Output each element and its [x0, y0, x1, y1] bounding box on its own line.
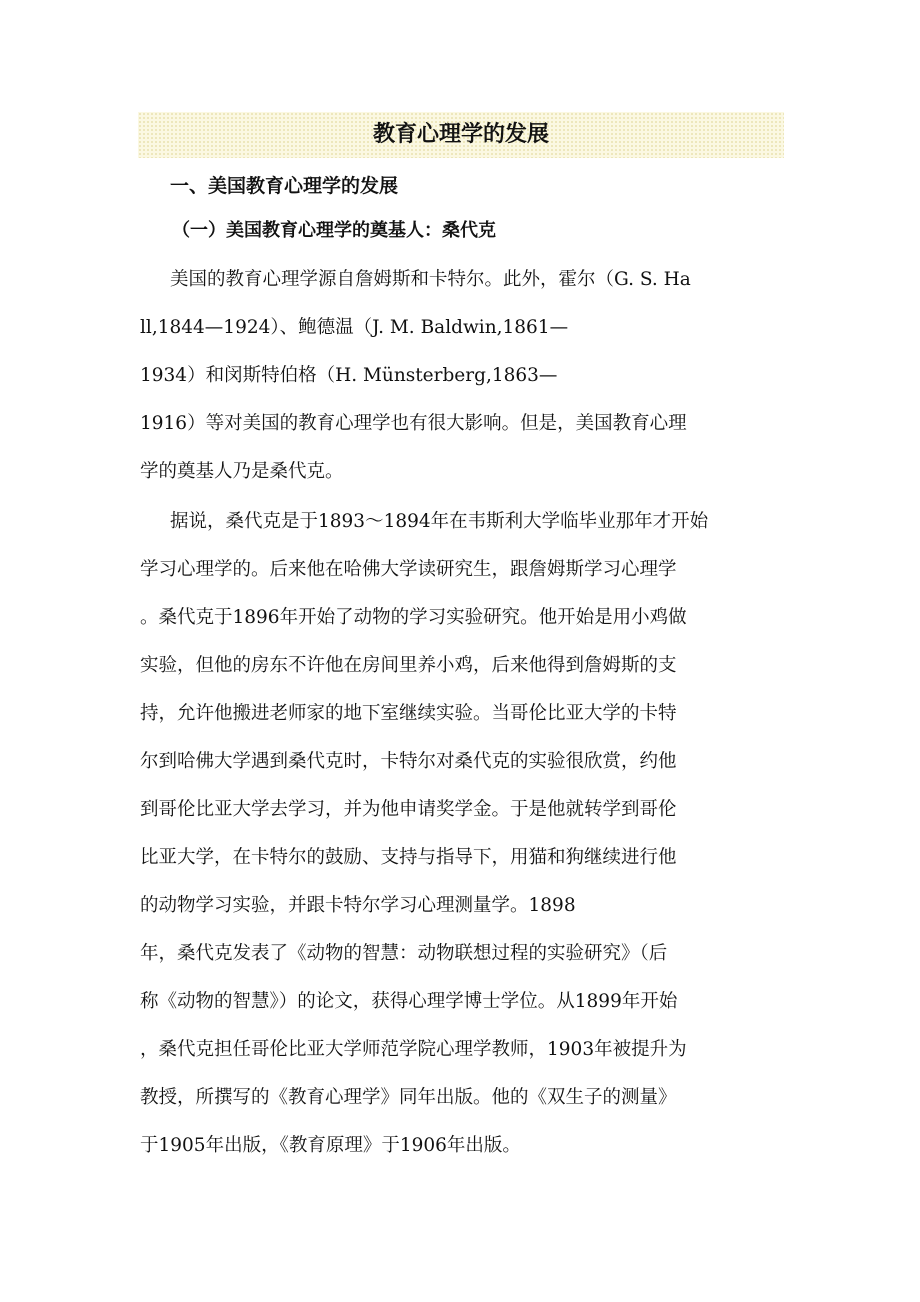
paragraph-line: 1916）等对美国的教育心理学也有很大影响。但是，美国教育心理 — [140, 413, 687, 434]
paragraph-line: 的动物学习实验，并跟卡特尔学习心理测量学。1898 — [140, 895, 576, 916]
paragraph-line: ll,1844—1924）、鲍德温（J. M. Baldwin,1861— — [140, 317, 569, 338]
paragraph-line: 称《动物的智慧》）的论文，获得心理学博士学位。从1899年开始 — [140, 991, 678, 1012]
paragraph-line: 学的奠基人乃是桑代克。 — [140, 461, 344, 482]
paragraph-2 — [140, 498, 790, 1170]
paragraph-line: 到哥伦比亚大学去学习，并为他申请奖学金。于是他就转学到哥伦 — [140, 799, 677, 820]
paragraph-line: 持，允许他搬进老师家的地下室继续实验。当哥伦比亚大学的卡特 — [140, 703, 677, 724]
paragraph-line: 学习心理学的。后来他在哈佛大学读研究生，跟詹姆斯学习心理学 — [140, 559, 677, 580]
paragraph-line: 比亚大学，在卡特尔的鼓励、支持与指导下，用猫和狗继续进行他 — [140, 847, 677, 868]
paragraph-line: 于1905年出版，《教育原理》于1906年出版。 — [140, 1135, 521, 1156]
paragraph-line: ，桑代克担任哥伦比亚大学师范学院心理学教师，1903年被提升为 — [140, 1039, 687, 1060]
paragraph-line: 年，桑代克发表了《动物的智慧：动物联想过程的实验研究》（后 — [140, 943, 668, 964]
paragraph-line: 据说，桑代克是于1893～1894年在韦斯利大学临毕业那年才开始 — [170, 511, 709, 532]
paragraph-line: 尔到哈佛大学遇到桑代克时，卡特尔对桑代克的实验很欣赏，约他 — [140, 751, 677, 772]
paragraph-line: 实验，但他的房东不许他在房间里养小鸡，后来他得到詹姆斯的支 — [140, 655, 677, 676]
paragraph-1 — [140, 256, 790, 496]
paragraph-line: 。桑代克于1896年开始了动物的学习实验研究。他开始是用小鸡做 — [140, 607, 687, 628]
section-heading: 一、美国教育心理学的发展 — [170, 175, 399, 197]
document-title: 教育心理学的发展 — [372, 122, 549, 147]
paragraph-line: 教授，所撰写的《教育心理学》同年出版。他的《双生子的测量》 — [140, 1087, 677, 1108]
paragraph-line: 美国的教育心理学源自詹姆斯和卡特尔。此外，霍尔（G. S. Ha — [170, 269, 691, 290]
subsection-heading: （一）美国教育心理学的奠基人：桑代克 — [172, 220, 496, 241]
paragraph-line: 1934）和闵斯特伯格（H. Münsterberg,1863— — [140, 365, 558, 386]
